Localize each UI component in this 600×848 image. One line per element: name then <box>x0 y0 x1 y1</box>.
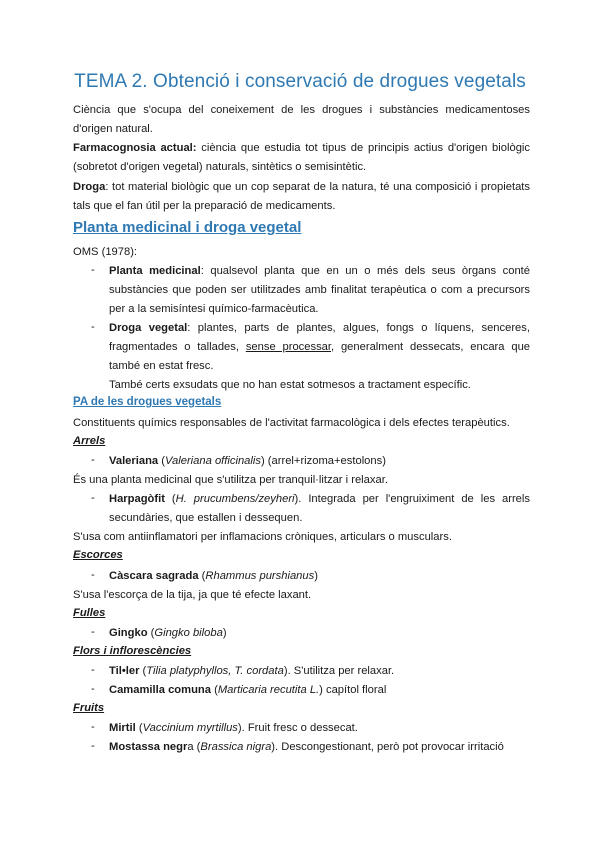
bullet-dash: - <box>91 721 95 733</box>
sense-processar-underlined: sense processar <box>245 341 332 353</box>
farmacognosia-label: Farmacognosia actual: <box>73 142 197 154</box>
bullet-dash: - <box>91 569 95 581</box>
bullet-dash: - <box>91 454 95 466</box>
mostassa-label: Mostassa negr <box>109 741 188 753</box>
harpagofit-line-2: secundàries, que estallen i dessequen. <box>109 512 303 524</box>
bullet-dash: - <box>91 492 95 504</box>
bullet-dash: - <box>91 740 95 752</box>
section-heading-pa-drogues: PA de les drogues vegetals <box>73 396 222 408</box>
farmacognosia-line-2: (sobretot d'origen vegetal) naturals, sintètics o semisintètic. <box>73 161 367 173</box>
valeriana-line: Valeriana (Valeriana officinalis) (arrel+rizoma+estolons) <box>109 455 386 467</box>
mirtil-label: Mirtil <box>109 722 136 734</box>
mostassa-line: Mostassa negra (Brassica nigra). Descongestionant, però pot provocar irritació <box>109 741 504 753</box>
camamilla-line: Camamilla comuna (Marticaria recutita L.) capítol floral <box>109 684 387 696</box>
subheading-fulles: Fulles <box>73 607 106 619</box>
planta-medicinal-label: Planta medicinal <box>109 265 201 277</box>
planta-medicinal-line-3: per a la semisíntesi químico-farmacèutica. <box>109 303 319 315</box>
subheading-escorces: Escorces <box>73 549 123 561</box>
intro-line-2: d'origen natural. <box>73 123 153 135</box>
tiller-line: Til•ler (Tilia platyphyllos, T. cordata). S'utilitza per relaxar. <box>109 665 395 677</box>
intro-line-1: Ciència que s'ocupa del coneixement de les drogues i substàncies medicamentoses <box>73 104 530 116</box>
gingko-label: Gingko <box>109 627 148 639</box>
bullet-dash: - <box>91 683 95 695</box>
droga-label: Droga <box>73 181 106 193</box>
droga-vegetal-line-3: també en estat fresc. <box>109 360 214 372</box>
planta-medicinal-line-2: substàncies que poden ser utilitzades amb finalitat terapèutica o com a precursors <box>109 284 530 296</box>
mirtil-line: Mirtil (Vaccinium myrtillus). Fruit fresc o dessecat. <box>109 722 358 734</box>
harpagofit-label: Harpagòfit <box>109 493 165 505</box>
bullet-dash: - <box>91 664 95 676</box>
planta-medicinal-line-1: Planta medicinal: qualsevol planta que en un o més dels seus òrgans conté <box>109 265 530 277</box>
farmacognosia-line-1: Farmacognosia actual: ciència que estudia tot tipus de principis actius d'origen biològic <box>73 142 530 154</box>
cascara-label: Càscara sagrada <box>109 570 199 582</box>
droga-line-2: tals que el fan útil per la preparació de medicaments. <box>73 200 336 212</box>
pa-intro-line: Constituents químics responsables de l'activitat farmacològica i dels efectes terapèutics. <box>73 417 510 429</box>
valeriana-desc: És una planta medicinal que s'utilitza per tranquil·litzar i relaxar. <box>73 474 388 486</box>
subheading-fruits: Fruits <box>73 702 105 714</box>
droga-vegetal-label: Droga vegetal <box>109 322 188 334</box>
droga-line-1: Droga: tot material biològic que un cop separat de la natura, té una composició i propietats <box>73 181 530 193</box>
subheading-flors: Flors i inflorescències <box>73 645 192 657</box>
section-heading-planta-medicinal: Planta medicinal i droga vegetal <box>73 219 302 236</box>
cascara-line: Càscara sagrada (Rhammus purshianus) <box>109 570 318 582</box>
tiller-label: Til•ler <box>109 665 140 677</box>
droga-vegetal-line-2: fragmentades o tallades, sense processar, generalment dessecats, encara que <box>109 341 531 353</box>
valeriana-label: Valeriana <box>109 455 159 467</box>
gingko-line: Gingko (Gingko biloba) <box>109 627 227 639</box>
droga-vegetal-line-4: També certs exsudats que no han estat sotmesos a tractament específic. <box>109 379 471 391</box>
cascara-desc: S'usa l'escorça de la tija, ja que té efecte laxant. <box>73 589 312 601</box>
page-title: TEMA 2. Obtenció i conservació de drogues vegetals <box>74 71 526 92</box>
bullet-dash: - <box>91 626 95 638</box>
oms-line: OMS (1978): <box>73 246 138 258</box>
subheading-arrels: Arrels <box>73 435 106 447</box>
harpagofit-line-1: Harpagòfit (H. prucumbens/zeyheri). Integrada per l'engruiximent de les arrels <box>109 493 530 505</box>
harpagofit-desc: S'usa com antiinflamatori per inflamacions cròniques, articulars o musculars. <box>73 531 452 543</box>
camamilla-label: Camamilla comuna <box>109 684 211 696</box>
droga-vegetal-line-1: Droga vegetal: plantes, parts de plantes, algues, fongs o líquens, senceres, <box>109 322 530 334</box>
bullet-dash: - <box>91 264 95 276</box>
bullet-dash: - <box>91 321 95 333</box>
